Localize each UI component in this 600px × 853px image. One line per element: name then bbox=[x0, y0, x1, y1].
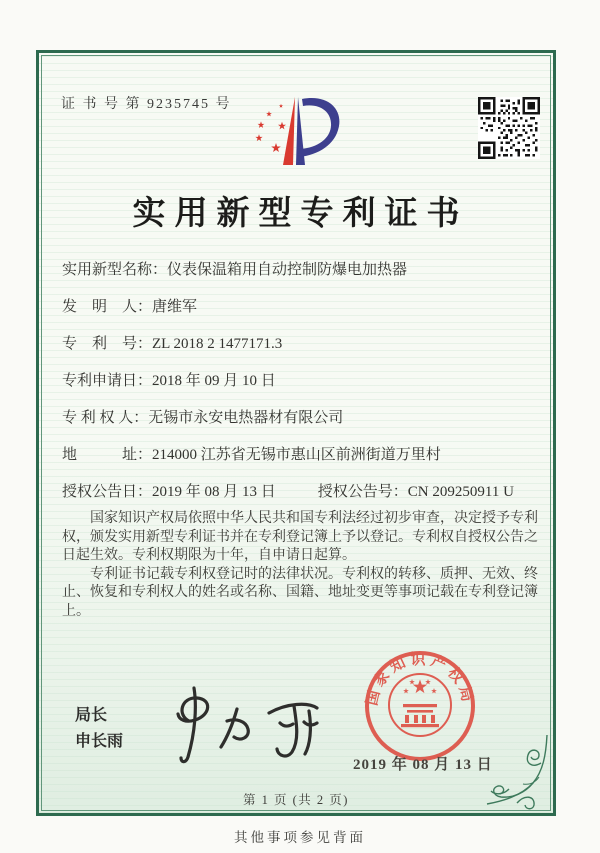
svg-text:国家知识产权局 bbox=[363, 650, 477, 707]
field-filing-date bbox=[62, 369, 540, 389]
field-value: 214000 江苏省无锡市惠山区前洲街道万里村 bbox=[152, 447, 441, 463]
signer-block bbox=[75, 703, 123, 755]
field-label: 专利申请日： bbox=[62, 373, 153, 389]
field-list bbox=[62, 258, 540, 517]
back-side-note: 其他事项参见背面 bbox=[234, 830, 366, 845]
field-address bbox=[62, 443, 540, 463]
field-patentee bbox=[62, 406, 540, 426]
field-label: 专 利 号： bbox=[62, 336, 153, 352]
grant-date-label: 授权公告日： bbox=[62, 484, 153, 500]
corner-flourish-ornament bbox=[473, 733, 551, 811]
field-label: 实用新型名称： bbox=[62, 262, 168, 278]
field-value: 无锡市永安电热器材有限公司 bbox=[148, 410, 344, 426]
qr-code bbox=[478, 97, 540, 159]
seal-date: 2019 年 08 月 13 日 bbox=[353, 757, 493, 773]
field-patent-number bbox=[62, 332, 540, 352]
cnipa-logo-icon bbox=[242, 93, 352, 173]
field-grant-announcement bbox=[62, 480, 540, 500]
grant-number-label: 授权公告号： bbox=[317, 484, 408, 500]
legal-paragraph-1: 国家知识产权局依照中华人民共和国专利法经过初步审查，决定授予专利权，颁发实用新型专利证书并在专利登记簿上予以登记。专利权自授权公告之日起生效。专利权期限为十年，自申请日起算。 bbox=[62, 511, 538, 564]
field-value: ZL 2018 2 1477171.3 bbox=[152, 336, 283, 352]
signer-title: 局长 bbox=[75, 707, 108, 724]
signer-name: 申长雨 bbox=[75, 733, 124, 750]
field-inventor bbox=[62, 295, 540, 315]
grant-number-value: CN 209250911 U bbox=[407, 484, 514, 500]
field-value: 仪表保温箱用自动控制防爆电加热器 bbox=[167, 262, 408, 278]
legal-paragraph-2: 专利证书记载专利权登记时的法律状况。专利权的转移、质押、无效、终止、恢复和专利权人的姓名或名称、国籍、地址变更等事项记载在专利登记簿上。 bbox=[62, 566, 538, 619]
certificate-page bbox=[36, 50, 556, 816]
grant-date-value: 2019 年 08 月 13 日 bbox=[152, 484, 276, 500]
legal-text bbox=[62, 510, 538, 622]
field-value: 2018 年 09 月 10 日 bbox=[152, 373, 276, 389]
field-label: 专 利 权 人： bbox=[62, 410, 149, 426]
field-utility-model-name bbox=[62, 258, 540, 278]
page-number: 第 1 页 (共 2 页) bbox=[243, 793, 349, 807]
director-signature bbox=[157, 681, 342, 771]
certificate-number: 证 书 号 第 9235745 号 bbox=[61, 97, 232, 112]
certificate-title: 实用新型专利证书 bbox=[132, 196, 469, 232]
field-value: 唐维军 bbox=[152, 299, 198, 315]
official-seal bbox=[363, 649, 477, 763]
seal-text: 国家知识产权局 bbox=[364, 652, 476, 708]
field-label: 地 址： bbox=[62, 447, 153, 463]
field-label: 发 明 人： bbox=[62, 299, 153, 315]
